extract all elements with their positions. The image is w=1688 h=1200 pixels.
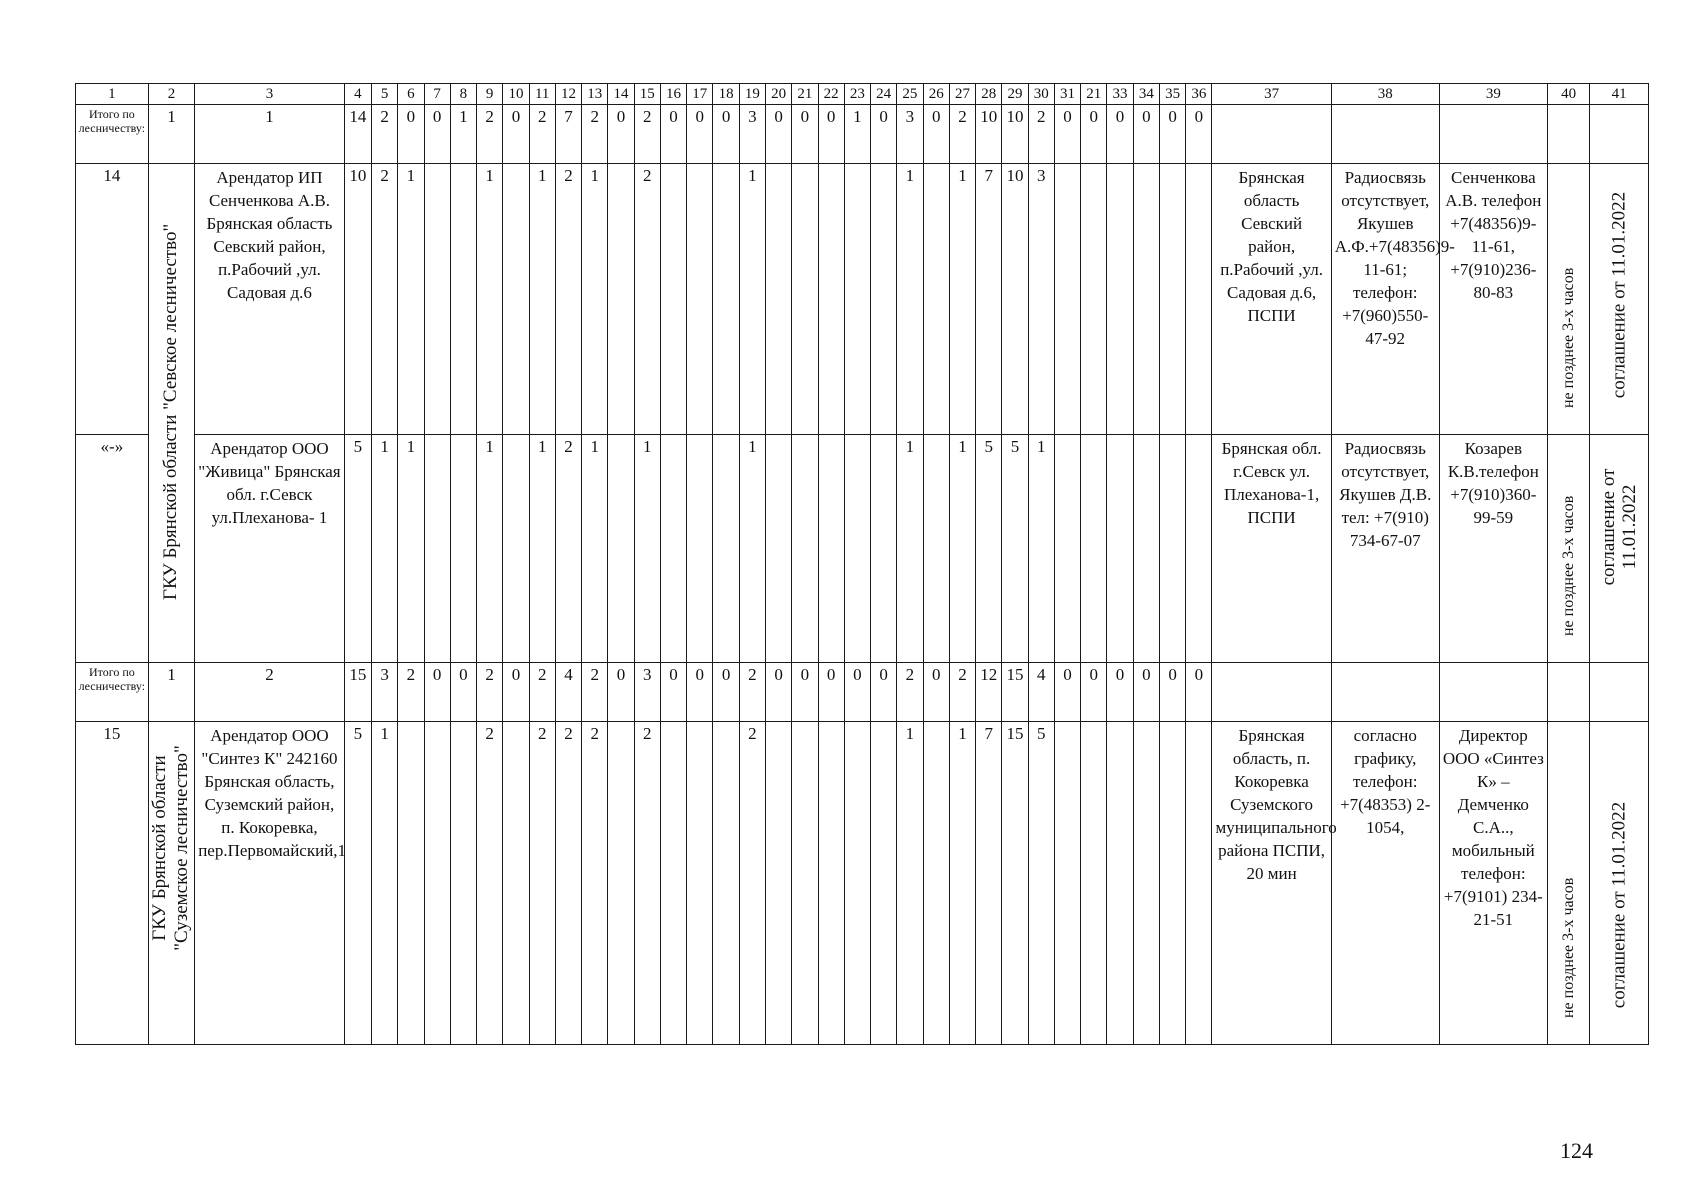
header-cell: 20 bbox=[765, 84, 791, 105]
value-cell bbox=[1186, 722, 1212, 1045]
value-cell: 1 bbox=[844, 105, 870, 164]
deadline-cell bbox=[1547, 435, 1589, 663]
value-cell bbox=[1159, 435, 1185, 663]
value-cell: 1 bbox=[739, 164, 765, 435]
header-cell: 18 bbox=[713, 84, 739, 105]
row-number: 14 bbox=[76, 164, 149, 435]
header-cell: 33 bbox=[1107, 84, 1133, 105]
agreement-cell bbox=[1590, 164, 1649, 435]
value-cell bbox=[1054, 722, 1080, 1045]
value-cell bbox=[450, 435, 476, 663]
value-cell: 1 bbox=[477, 164, 503, 435]
value-cell: 1 bbox=[582, 164, 608, 435]
value-cell: 1 bbox=[529, 164, 555, 435]
value-cell: 0 bbox=[424, 105, 450, 164]
value-cell: 0 bbox=[765, 663, 791, 722]
header-cell: 35 bbox=[1159, 84, 1185, 105]
value-cell: 10 bbox=[1002, 105, 1028, 164]
communication-cell: Радиосвязь отсутствует, Якушев Д.В. тел: +7(910) 734-67-07 bbox=[1331, 435, 1439, 663]
value-cell: 2 bbox=[582, 722, 608, 1045]
value-cell bbox=[608, 164, 634, 435]
header-cell: 8 bbox=[450, 84, 476, 105]
value-cell: 0 bbox=[1107, 663, 1133, 722]
value-cell: 0 bbox=[687, 663, 713, 722]
header-cell: 15 bbox=[634, 84, 660, 105]
value-cell bbox=[1054, 164, 1080, 435]
value-cell: 0 bbox=[1159, 105, 1185, 164]
value-cell bbox=[424, 164, 450, 435]
value-cell bbox=[660, 164, 686, 435]
value-cell: 0 bbox=[660, 663, 686, 722]
value-cell: 2 bbox=[582, 663, 608, 722]
value-cell: 10 bbox=[976, 105, 1002, 164]
value-cell: 2 bbox=[371, 164, 397, 435]
value-cell: 0 bbox=[923, 663, 949, 722]
value-cell bbox=[713, 164, 739, 435]
value-cell bbox=[503, 164, 529, 435]
forestry-region-cell bbox=[148, 164, 194, 663]
value-cell: 0 bbox=[687, 105, 713, 164]
location-cell: Брянская область, п. Кокоревка Суземского муниципального района ПСПИ, 20 мин bbox=[1212, 722, 1331, 1045]
header-cell: 19 bbox=[739, 84, 765, 105]
summary-label: Итого по лесничеству: bbox=[76, 663, 149, 722]
value-cell bbox=[1107, 164, 1133, 435]
value-cell bbox=[765, 722, 791, 1045]
value-cell: 1 bbox=[897, 435, 923, 663]
agreement-text: соглашение от 11.01.2022 bbox=[1598, 468, 1641, 586]
header-cell: 38 bbox=[1331, 84, 1439, 105]
value-cell: 1 bbox=[582, 435, 608, 663]
header-cell: 9 bbox=[477, 84, 503, 105]
header-cell: 10 bbox=[503, 84, 529, 105]
value-cell: 5 bbox=[344, 722, 371, 1045]
value-cell: 0 bbox=[424, 663, 450, 722]
contact-cell: Директор ООО «Синтез К» – Демченко С.А.., мобильный телефон: +7(9101) 234-21-51 bbox=[1439, 722, 1547, 1045]
value-cell bbox=[1081, 164, 1107, 435]
value-cell bbox=[792, 722, 818, 1045]
header-cell: 26 bbox=[923, 84, 949, 105]
deadline-cell bbox=[1547, 164, 1589, 435]
header-cell: 36 bbox=[1186, 84, 1212, 105]
value-cell: 3 bbox=[739, 105, 765, 164]
value-cell: 1 bbox=[949, 722, 975, 1045]
tenant-cell: Арендатор ИП Сенченкова А.В. Брянская область Севский район, п.Рабочий ,ул. Садовая д.6 bbox=[195, 164, 345, 435]
empty-cell bbox=[1212, 663, 1331, 722]
value-cell: 0 bbox=[871, 105, 897, 164]
value-cell: 0 bbox=[818, 663, 844, 722]
header-cell: 25 bbox=[897, 84, 923, 105]
value-cell bbox=[424, 435, 450, 663]
value-cell: 1 bbox=[450, 105, 476, 164]
summary-row bbox=[76, 105, 1649, 164]
value-cell: 12 bbox=[976, 663, 1002, 722]
value-cell: 5 bbox=[1028, 722, 1054, 1045]
header-cell: 37 bbox=[1212, 84, 1331, 105]
value-cell: 0 bbox=[1159, 663, 1185, 722]
value-cell: 1 bbox=[634, 435, 660, 663]
value-cell bbox=[713, 722, 739, 1045]
value-cell: 2 bbox=[555, 164, 581, 435]
value-cell bbox=[687, 435, 713, 663]
value-cell: 0 bbox=[503, 663, 529, 722]
value-cell: 0 bbox=[450, 663, 476, 722]
value-cell: 2 bbox=[371, 105, 397, 164]
tenant-cell: Арендатор ООО "Синтез К" 242160 Брянская область, Суземский район, п. Кокоревка, пер.Первомайский,1 bbox=[195, 722, 345, 1045]
value-cell: 3 bbox=[1028, 164, 1054, 435]
deadline-cell bbox=[1547, 722, 1589, 1045]
value-cell bbox=[792, 435, 818, 663]
value-cell bbox=[1054, 435, 1080, 663]
header-cell: 14 bbox=[608, 84, 634, 105]
value-cell: 1 bbox=[897, 164, 923, 435]
value-cell: 0 bbox=[1186, 105, 1212, 164]
empty-cell bbox=[1590, 105, 1649, 164]
header-cell: 34 bbox=[1133, 84, 1159, 105]
value-cell: 2 bbox=[529, 105, 555, 164]
value-cell: 0 bbox=[1081, 663, 1107, 722]
header-cell: 16 bbox=[660, 84, 686, 105]
value-cell: 1 bbox=[949, 435, 975, 663]
header-cell: 27 bbox=[949, 84, 975, 105]
communication-cell: Радиосвязь отсутствует, Якушев А.Ф.+7(48356)9-11-61; телефон: +7(960)550-47-92 bbox=[1331, 164, 1439, 435]
header-cell: 11 bbox=[529, 84, 555, 105]
header-cell: 17 bbox=[687, 84, 713, 105]
summary-row bbox=[76, 663, 1649, 722]
value-cell: 2 bbox=[634, 722, 660, 1045]
value-cell: 2 bbox=[555, 722, 581, 1045]
value-cell: 1 bbox=[897, 722, 923, 1045]
value-cell bbox=[398, 722, 424, 1045]
value-cell: 1 bbox=[398, 435, 424, 663]
value-cell: 1 bbox=[739, 435, 765, 663]
communication-cell: согласно графику, телефон: +7(48353) 2-1054, bbox=[1331, 722, 1439, 1045]
value-cell bbox=[844, 164, 870, 435]
empty-cell bbox=[1212, 105, 1331, 164]
value-cell: 2 bbox=[529, 663, 555, 722]
value-cell bbox=[1133, 164, 1159, 435]
value-cell: 0 bbox=[792, 663, 818, 722]
agreement-cell bbox=[1590, 722, 1649, 1045]
value-cell bbox=[923, 435, 949, 663]
value-cell: 10 bbox=[344, 164, 371, 435]
value-cell: 2 bbox=[477, 722, 503, 1045]
value-cell bbox=[1133, 722, 1159, 1045]
value-cell: 2 bbox=[634, 164, 660, 435]
header-cell: 13 bbox=[582, 84, 608, 105]
header-cell: 23 bbox=[844, 84, 870, 105]
header-cell: 22 bbox=[818, 84, 844, 105]
value-cell: 1 bbox=[529, 435, 555, 663]
value-cell: 0 bbox=[713, 663, 739, 722]
value-cell: 0 bbox=[923, 105, 949, 164]
value-cell: 2 bbox=[477, 663, 503, 722]
value-cell: 7 bbox=[976, 722, 1002, 1045]
value-cell bbox=[713, 435, 739, 663]
header-cell: 3 bbox=[195, 84, 345, 105]
tenant-cell: Арендатор ООО "Живица" Брянская обл. г.Севск ул.Плеханова- 1 bbox=[195, 435, 345, 663]
value-cell: 2 bbox=[949, 663, 975, 722]
value-cell bbox=[1133, 435, 1159, 663]
empty-cell bbox=[1331, 663, 1439, 722]
table-row bbox=[76, 435, 1649, 663]
value-cell: 10 bbox=[1002, 164, 1028, 435]
empty-cell bbox=[1439, 663, 1547, 722]
value-cell bbox=[503, 435, 529, 663]
value-cell: 15 bbox=[1002, 663, 1028, 722]
location-cell: Брянская область Севский район, п.Рабочий ,ул. Садовая д.6, ПСПИ bbox=[1212, 164, 1331, 435]
contact-cell: Сенченкова А.В. телефон +7(48356)9-11-61, +7(910)236-80-83 bbox=[1439, 164, 1547, 435]
value-cell bbox=[871, 435, 897, 663]
value-cell bbox=[450, 722, 476, 1045]
agreement-cell bbox=[1590, 435, 1649, 663]
header-row bbox=[76, 84, 1649, 105]
header-cell: 5 bbox=[371, 84, 397, 105]
value-cell: 2 bbox=[582, 105, 608, 164]
row-number: 15 bbox=[76, 722, 149, 1045]
deadline-text: не позднее 3-х часов bbox=[1559, 267, 1577, 408]
header-cell: 2 bbox=[148, 84, 194, 105]
header-cell: 29 bbox=[1002, 84, 1028, 105]
value-cell bbox=[424, 722, 450, 1045]
value-cell: 1 bbox=[371, 722, 397, 1045]
value-cell bbox=[660, 435, 686, 663]
header-cell: 24 bbox=[871, 84, 897, 105]
value-cell: 5 bbox=[344, 435, 371, 663]
value-cell: 0 bbox=[792, 105, 818, 164]
value-cell: 0 bbox=[660, 105, 686, 164]
value-cell: 0 bbox=[1133, 663, 1159, 722]
contact-cell: Козарев К.В.телефон +7(910)360-99-59 bbox=[1439, 435, 1547, 663]
value-cell: 1 bbox=[371, 435, 397, 663]
value-cell: 4 bbox=[1028, 663, 1054, 722]
header-cell: 7 bbox=[424, 84, 450, 105]
page-number: 124 bbox=[1560, 1138, 1593, 1163]
header-cell: 39 bbox=[1439, 84, 1547, 105]
deadline-text: не позднее 3-х часов bbox=[1559, 877, 1577, 1018]
value-cell bbox=[818, 722, 844, 1045]
value-cell bbox=[792, 164, 818, 435]
value-cell bbox=[844, 722, 870, 1045]
cell: 1 bbox=[148, 663, 194, 722]
value-cell: 5 bbox=[976, 435, 1002, 663]
value-cell bbox=[503, 722, 529, 1045]
value-cell bbox=[1081, 435, 1107, 663]
header-cell: 1 bbox=[76, 84, 149, 105]
value-cell: 0 bbox=[713, 105, 739, 164]
cell: 1 bbox=[148, 105, 194, 164]
value-cell bbox=[1081, 722, 1107, 1045]
value-cell: 7 bbox=[976, 164, 1002, 435]
deadline-text: не позднее 3-х часов bbox=[1559, 495, 1577, 636]
forestry-region-text: ГКУ Брянской области "Севское лесничество" bbox=[160, 223, 182, 600]
value-cell bbox=[608, 435, 634, 663]
agreement-text: соглашение от 11.01.2022 bbox=[1608, 191, 1630, 399]
table-row bbox=[76, 164, 1649, 435]
value-cell: 2 bbox=[555, 435, 581, 663]
value-cell: 2 bbox=[739, 663, 765, 722]
value-cell: 0 bbox=[1054, 663, 1080, 722]
header-cell: 21 bbox=[792, 84, 818, 105]
value-cell: 3 bbox=[371, 663, 397, 722]
value-cell: 0 bbox=[1133, 105, 1159, 164]
header-cell: 4 bbox=[344, 84, 371, 105]
forestry-region-text: ГКУ Брянской области "Суземское лесничество" bbox=[149, 745, 193, 951]
header-cell: 28 bbox=[976, 84, 1002, 105]
value-cell: 0 bbox=[1081, 105, 1107, 164]
value-cell bbox=[1107, 722, 1133, 1045]
value-cell: 3 bbox=[634, 663, 660, 722]
table-row bbox=[76, 722, 1649, 1045]
value-cell: 5 bbox=[1002, 435, 1028, 663]
value-cell: 7 bbox=[555, 105, 581, 164]
value-cell: 0 bbox=[818, 105, 844, 164]
value-cell: 1 bbox=[477, 435, 503, 663]
empty-cell bbox=[1439, 105, 1547, 164]
empty-cell bbox=[1590, 663, 1649, 722]
header-cell: 12 bbox=[555, 84, 581, 105]
forestry-region-cell bbox=[148, 722, 194, 1045]
value-cell: 15 bbox=[344, 663, 371, 722]
value-cell: 2 bbox=[739, 722, 765, 1045]
row-number: «-» bbox=[76, 435, 149, 663]
value-cell bbox=[660, 722, 686, 1045]
value-cell: 0 bbox=[608, 105, 634, 164]
value-cell bbox=[1159, 164, 1185, 435]
value-cell bbox=[923, 722, 949, 1045]
value-cell: 0 bbox=[398, 105, 424, 164]
cell: 1 bbox=[195, 105, 345, 164]
value-cell: 0 bbox=[608, 663, 634, 722]
value-cell: 0 bbox=[844, 663, 870, 722]
value-cell bbox=[1186, 164, 1212, 435]
header-cell: 40 bbox=[1547, 84, 1589, 105]
header-cell: 31 bbox=[1054, 84, 1080, 105]
value-cell: 2 bbox=[477, 105, 503, 164]
value-cell bbox=[608, 722, 634, 1045]
empty-cell bbox=[1547, 105, 1589, 164]
value-cell bbox=[818, 435, 844, 663]
value-cell bbox=[923, 164, 949, 435]
value-cell: 15 bbox=[1002, 722, 1028, 1045]
value-cell: 14 bbox=[344, 105, 371, 164]
empty-cell bbox=[1331, 105, 1439, 164]
value-cell: 0 bbox=[871, 663, 897, 722]
value-cell bbox=[871, 164, 897, 435]
value-cell: 2 bbox=[398, 663, 424, 722]
value-cell: 0 bbox=[1186, 663, 1212, 722]
value-cell bbox=[1107, 435, 1133, 663]
value-cell bbox=[687, 164, 713, 435]
agreement-text: соглашение от 11.01.2022 bbox=[1608, 801, 1630, 1009]
value-cell: 1 bbox=[1028, 435, 1054, 663]
cell: 2 bbox=[195, 663, 345, 722]
value-cell: 2 bbox=[1028, 105, 1054, 164]
value-cell bbox=[1186, 435, 1212, 663]
value-cell bbox=[1159, 722, 1185, 1045]
value-cell bbox=[687, 722, 713, 1045]
value-cell bbox=[844, 435, 870, 663]
value-cell: 2 bbox=[897, 663, 923, 722]
value-cell: 4 bbox=[555, 663, 581, 722]
value-cell: 1 bbox=[398, 164, 424, 435]
value-cell: 3 bbox=[897, 105, 923, 164]
empty-cell bbox=[1547, 663, 1589, 722]
header-cell: 30 bbox=[1028, 84, 1054, 105]
value-cell: 0 bbox=[765, 105, 791, 164]
form-table bbox=[75, 83, 1649, 1045]
location-cell: Брянская обл. г.Севск ул. Плеханова-1, ПСПИ bbox=[1212, 435, 1331, 663]
value-cell: 0 bbox=[503, 105, 529, 164]
value-cell: 0 bbox=[1054, 105, 1080, 164]
header-cell: 41 bbox=[1590, 84, 1649, 105]
summary-label: Итого по лесничеству: bbox=[76, 105, 149, 164]
header-cell: 21 bbox=[1081, 84, 1107, 105]
header-cell: 6 bbox=[398, 84, 424, 105]
value-cell bbox=[818, 164, 844, 435]
value-cell: 2 bbox=[634, 105, 660, 164]
value-cell: 1 bbox=[949, 164, 975, 435]
value-cell: 2 bbox=[529, 722, 555, 1045]
value-cell: 0 bbox=[1107, 105, 1133, 164]
value-cell bbox=[871, 722, 897, 1045]
value-cell: 2 bbox=[949, 105, 975, 164]
value-cell bbox=[765, 435, 791, 663]
value-cell bbox=[450, 164, 476, 435]
value-cell bbox=[765, 164, 791, 435]
